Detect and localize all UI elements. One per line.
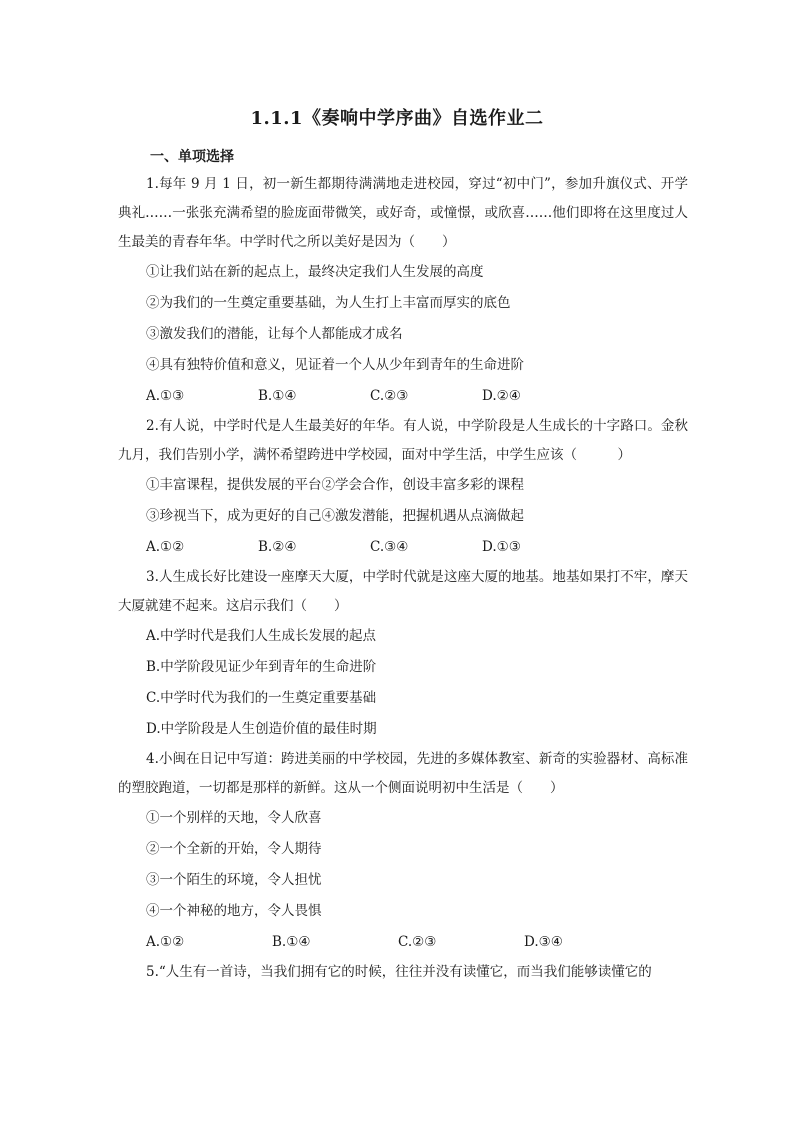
statement: ③激发我们的潜能，让每个人都能成才成名 — [146, 326, 403, 342]
statement: ③珍视当下，成为更好的自己④激发潜能，把握机遇从点滴做起 — [146, 508, 524, 524]
statement: ①让我们站在新的起点上，最终决定我们人生发展的高度 — [146, 264, 484, 280]
question-stem: 4.小闽在日记中写道：跨进美丽的中学校园，先进的多媒体教室、新奇的实验器材、高标准的塑胶跑道，一切都是那样的新鲜。这从一个侧面说明初中生活是（ ） — [118, 751, 688, 796]
answer-choices — [118, 381, 688, 412]
statement: ②一个全新的开始，令人期待 — [146, 841, 322, 857]
statement: ③一个陌生的环境，令人担忧 — [146, 872, 322, 888]
answer-choices — [118, 532, 688, 563]
question-5 — [118, 958, 688, 987]
choice-c: C.②③ — [370, 388, 409, 404]
section-heading: 一、单项选择 — [150, 149, 234, 165]
statement: ①丰富课程，提供发展的平台②学会合作，创设丰富多彩的课程 — [146, 477, 524, 493]
question-2 — [118, 412, 688, 563]
question-3 — [118, 563, 688, 745]
statement: ②为我们的一生奠定重要基础，为人生打上丰富而厚实的底色 — [146, 295, 511, 311]
statement: ④一个神秘的地方，令人畏惧 — [146, 903, 322, 919]
choice-b: B.②④ — [258, 539, 297, 555]
question-stem: 3.人生成长好比建设一座摩天大厦，中学时代就是这座大厦的地基。地基如果打不牢，摩天大厦就建不起来。这启示我们（ ） — [118, 569, 688, 614]
question-4 — [118, 745, 688, 958]
choice-d: D.③④ — [524, 934, 563, 950]
choice-d: D.①③ — [482, 539, 521, 555]
document-title: 1.1.1《奏响中学序曲》自选作业二 — [250, 108, 544, 129]
choice-c: C.②③ — [398, 934, 437, 950]
answer-choices — [118, 927, 688, 958]
choice-b: B.①④ — [272, 934, 311, 950]
question-stem: 1.每年 9 月 1 日，初一新生都期待满满地走进校园，穿过“初中门”，参加升旗仪式、开学典礼……一张张充满希望的脸庞面带微笑，或好奇，或憧憬，或欣喜……他们即将在这里度过人生最美的青春年华。中学时代之所以美好是因为（ ） — [118, 176, 688, 250]
question-1 — [118, 170, 688, 412]
question-stem: 2.有人说，中学时代是人生最美好的年华。有人说，中学阶段是人生成长的十字路口。金秋九月，我们告别小学，满怀希望跨进中学校园，面对中学生活，中学生应该（ ） — [118, 418, 688, 463]
choice-c: C.中学时代为我们的一生奠定重要基础 — [146, 690, 377, 706]
choice-a: A.①② — [146, 934, 185, 950]
question-stem: 5.“人生有一首诗，当我们拥有它的时候，往往并没有读懂它，而当我们能够读懂它的 — [146, 964, 652, 980]
choice-a: A.中学时代是我们人生成长发展的起点 — [146, 628, 377, 644]
choice-a: A.①② — [146, 539, 185, 555]
choice-b: B.中学阶段见证少年到青年的生命进阶 — [146, 659, 377, 675]
choice-a: A.①③ — [146, 388, 185, 404]
choice-b: B.①④ — [258, 388, 297, 404]
choice-c: C.③④ — [370, 539, 409, 555]
statement: ④具有独特价值和意义，见证着一个人从少年到青年的生命进阶 — [146, 357, 524, 373]
statement: ①一个别样的天地，令人欣喜 — [146, 810, 322, 826]
choice-d: D.②④ — [482, 388, 521, 404]
question-list — [118, 170, 688, 987]
choice-d: D.中学阶段是人生创造价值的最佳时期 — [146, 721, 377, 737]
